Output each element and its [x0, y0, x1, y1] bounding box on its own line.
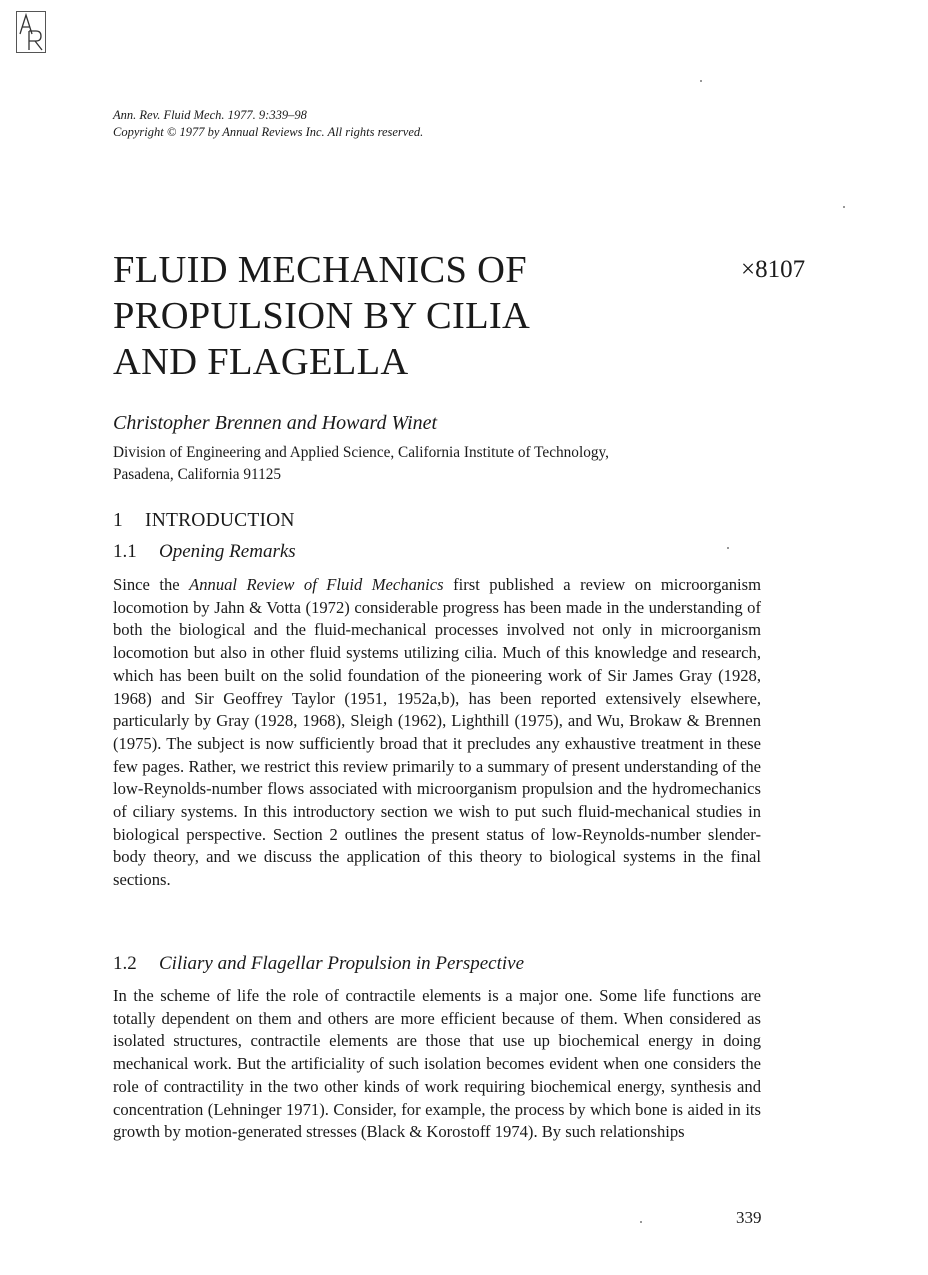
journal-citation: Ann. Rev. Fluid Mech. 1977. 9:339–98	[113, 108, 307, 122]
authors: Christopher Brennen and Howard Winet	[113, 412, 438, 434]
copyright-line: Copyright © 1977 by Annual Reviews Inc. All rights reserved.	[113, 125, 424, 139]
citation-block	[113, 107, 423, 141]
paragraph-perspective: In the scheme of life the role of contractile elements is a major one. Some life functions are totally dependent on them and others are more efficient because of them. When considered as isolated structures, contractile elements are those that use up biochemical energy in doing mechanical work. But the artificiality of such isolation becomes evident when one considers the role of contractility in the two other kinds of work requiring biochemical energy, synthesis and concentration (Lehninger 1971). Consider, for example, the process by which bone is aided in its growth by motion-generated stresses (Black & Korostoff 1974). By such relationships	[113, 986, 761, 1142]
page-number: 339	[736, 1208, 762, 1227]
scan-speck	[700, 80, 702, 82]
section-title: INTRODUCTION	[145, 510, 295, 531]
paragraph-opening-remarks	[113, 574, 761, 892]
scan-speck	[640, 1221, 642, 1223]
section-heading	[113, 510, 295, 532]
subsection-title: Ciliary and Flagellar Propulsion in Perspective	[159, 953, 524, 974]
subsection-heading-opening	[113, 541, 296, 563]
title-line: AND FLAGELLA	[113, 341, 409, 383]
scan-speck	[727, 547, 729, 549]
affiliation	[113, 442, 609, 486]
paragraph-text: Since the	[113, 575, 190, 594]
article-code: ×8107	[741, 256, 806, 283]
article-title	[113, 247, 530, 385]
section-number: 1	[113, 510, 123, 531]
publisher-logo	[16, 11, 46, 53]
subsection-number: 1.2	[113, 953, 137, 974]
title-line: PROPULSION BY CILIA	[113, 295, 531, 337]
paragraph-text: first published a review on microorganism locomotion by Jahn & Votta (1972) considerable progress has been made in the understanding of both the biological and the fluid-mechanical processes involved not only in microorganism locomotion but also in other fluid systems utilizing cilia. Much of this knowledge and research, which has been built on the solid foundation of the pioneering work of Sir James Gray (1928, 1968) and Sir Geoffrey Taylor (1951, 1952a,b), has been reported extensively elsewhere, particularly by Gray (1928, 1968), Sleigh (1962), Lighthill (1975), and Wu, Brokaw & Brennen (1975). The subject is now sufficiently broad that it precludes any exhaustive treatment in these few pages. Rather, we restrict this review primarily to a summary of present understanding of the low-Reynolds-number flows associated with microorganism propulsion and the hydromechanics of ciliary systems. In this introductory section we wish to put such fluid-mechanical studies in biological perspective. Section 2 outlines the present status of low-Reynolds-number slender-body theory, and we discuss the application of this theory to biological systems in the final sections.	[113, 575, 762, 890]
journal-name: Annual Review of Fluid Mechanics	[189, 575, 444, 594]
affiliation-line: Pasadena, California 91125	[113, 466, 282, 483]
scan-speck	[843, 206, 845, 208]
affiliation-line: Division of Engineering and Applied Science, California Institute of Technology,	[113, 444, 609, 461]
subsection-number: 1.1	[113, 541, 137, 562]
subsection-heading-perspective	[113, 953, 524, 975]
subsection-title: Opening Remarks	[159, 541, 296, 562]
title-line: FLUID MECHANICS OF	[113, 249, 527, 291]
